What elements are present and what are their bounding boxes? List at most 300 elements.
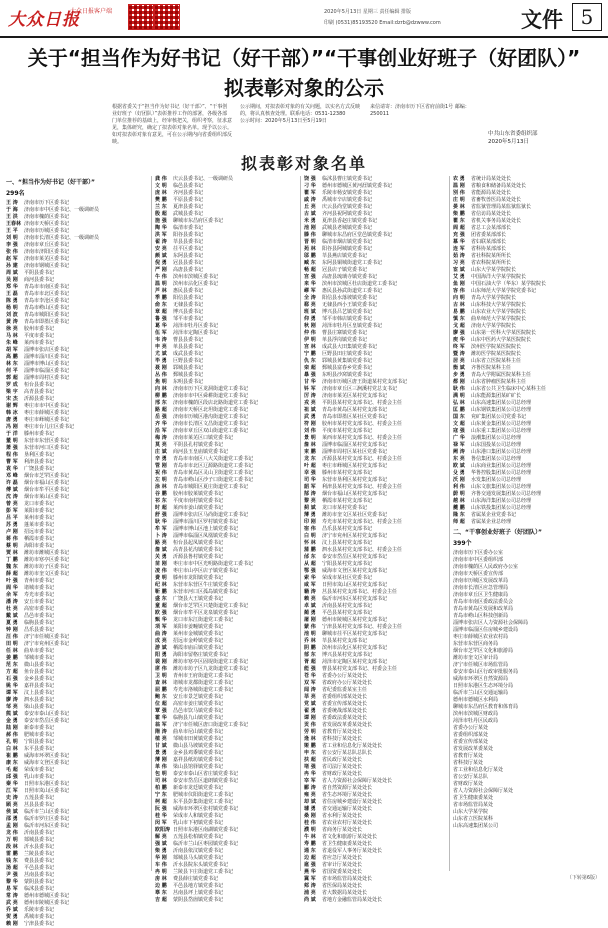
list-item <box>304 652 446 659</box>
list-item <box>6 718 148 725</box>
person-name: 符 刚 <box>304 421 316 427</box>
person-title: 枣庄市山亭区店子镇党委书记 <box>173 568 239 574</box>
person-name: 严 刚 <box>155 267 167 273</box>
person-title: 济宁市任城区唐口街道党工委书记 <box>173 722 249 728</box>
list-item <box>6 221 148 228</box>
person-name: 阳 勇 <box>155 652 167 658</box>
list-item <box>155 358 297 365</box>
list-item <box>304 190 446 197</box>
list-item <box>6 816 148 823</box>
person-title: 菏泽市定陶区某村党支部书记 <box>322 659 388 665</box>
person-name: 李 强 <box>6 242 18 248</box>
person-title: 潍坊医学院某医院院长 <box>471 351 522 357</box>
team-item: 济南市槐荫区人民政府办公室 <box>453 564 519 570</box>
headline-line-2: 拟表彰对象的公示 <box>224 76 384 100</box>
person-title: 东阿县铜城街道党工委书记 <box>322 260 383 266</box>
person-title: 聊城市东昌府区堂邑镇党委书记 <box>322 232 393 238</box>
list-item <box>6 641 148 648</box>
team-item: 威海市环翠区自然资源局 <box>453 676 509 682</box>
person-title: 安丘市景芝镇党委书记 <box>173 694 224 700</box>
person-title: 济南市章丘区三涧溪村党总支书记 <box>322 386 398 392</box>
list-item <box>453 484 602 491</box>
list-item <box>6 333 148 340</box>
list-item <box>155 253 297 260</box>
list-item <box>304 862 446 869</box>
person-name: 宦 斌 <box>453 267 465 273</box>
person-title: 济南市槐荫区段店北路街道党工委书记 <box>173 400 259 406</box>
list-item <box>304 323 446 330</box>
person-name: 籍 涛 <box>304 589 316 595</box>
person-name: 薄 刚 <box>155 757 167 763</box>
list-item <box>304 281 446 288</box>
person-name: 苑 林 <box>304 246 316 252</box>
person-title: 东营市河口区委书记 <box>24 445 70 451</box>
person-name: 欧阳涛 <box>155 827 171 833</box>
list-item <box>155 820 297 827</box>
person-name: 陆 刚 <box>6 725 18 731</box>
list-item <box>6 585 148 592</box>
person-title: 省能源局某处处长 <box>471 190 512 196</box>
person-name: 习 亮 <box>453 260 465 266</box>
person-name: 向 明 <box>453 295 465 301</box>
person-name: 王 平 <box>6 228 18 234</box>
person-title: 青岛市即墨区委书记 <box>24 319 70 325</box>
person-name: 卓 斌 <box>304 603 316 609</box>
list-item <box>6 445 148 452</box>
list-item <box>6 781 148 788</box>
person-name: 王 涛 <box>6 200 18 206</box>
list-item <box>155 246 297 253</box>
person-name: 雷 鹏 <box>6 851 18 857</box>
person-name: 叶 超 <box>304 463 316 469</box>
person-title: 济南市长清区委书记、一级调研员 <box>24 235 100 241</box>
list-item <box>155 330 297 337</box>
person-title: 青岛市黄岛区某村党支部书记 <box>322 407 388 413</box>
person-name: 郁 东 <box>304 652 316 658</box>
list-item <box>304 526 446 533</box>
list-item <box>453 253 602 260</box>
team-item: 滨州市滨城区财政局 <box>453 711 499 717</box>
list-item <box>6 340 148 347</box>
person-title: 冠县县委书记 <box>173 260 204 266</box>
person-name: 陈 勇 <box>6 298 18 304</box>
person-title: 东明县委书记 <box>173 379 204 385</box>
list-item <box>155 855 297 862</box>
person-name: 牛 林 <box>304 834 316 840</box>
list-item <box>155 190 297 197</box>
list-item <box>6 634 148 641</box>
person-title: 莱阳市委书记 <box>24 508 55 514</box>
person-name: 宿 伟 <box>304 526 316 532</box>
person-title: 滕州市某村党支部书记 <box>322 470 373 476</box>
list-item <box>453 176 602 183</box>
list-item <box>304 344 446 351</box>
person-name: 印 刚 <box>304 519 316 525</box>
team-item: 济宁市任城区市场监管局 <box>453 662 509 668</box>
person-name: 左 明 <box>155 477 167 483</box>
list-item <box>453 505 602 512</box>
list-item <box>453 386 602 393</box>
person-name: 暨 涛 <box>453 351 465 357</box>
team-item: 济南市章丘区卫生健康局 <box>453 592 509 598</box>
person-name: 张 伟 <box>6 249 18 255</box>
person-title: 栖霞市委书记 <box>24 536 55 542</box>
person-title: 浪潮集团某公司总经理 <box>471 435 522 441</box>
list-item <box>6 774 148 781</box>
person-name: 欧 斌 <box>453 463 465 469</box>
person-title: 邹平市委书记 <box>173 316 204 322</box>
person-title: 潍坊市寒亭区委书记 <box>24 557 70 563</box>
person-name: 杜 亮 <box>6 606 18 612</box>
person-name: 樊 鹏 <box>155 197 167 203</box>
list-item <box>155 225 297 232</box>
person-name: 章 超 <box>155 309 167 315</box>
person-title: 郓城县黄集镇党委书记 <box>322 358 373 364</box>
person-title: 省属某企业党委书记 <box>471 512 517 518</box>
person-title: 青岛大学附属医院某科主任 <box>471 372 532 378</box>
person-name: 连 军 <box>453 246 465 252</box>
team-item: 济南市市中区委组织部 <box>453 557 504 563</box>
person-name: 刁 华 <box>304 183 316 189</box>
person-name: 黎 华 <box>6 879 18 885</box>
person-name: 阴 鹏 <box>304 645 316 651</box>
list-item <box>155 218 297 225</box>
list-item <box>6 256 148 263</box>
list-item <box>304 519 446 526</box>
list-item <box>155 652 297 659</box>
person-name: 阎 华 <box>6 585 18 591</box>
list-item <box>6 739 148 746</box>
person-name: 华 刚 <box>155 855 167 861</box>
list-item <box>304 757 446 764</box>
list-item <box>6 375 148 382</box>
list-column <box>6 176 148 927</box>
person-name: 冯 刚 <box>6 424 18 430</box>
person-name: 沿 军 <box>155 428 167 434</box>
person-title: 桓台县委书记 <box>24 382 55 388</box>
person-name: 单 伟 <box>155 764 167 770</box>
list-item <box>155 841 297 848</box>
person-name: 郦 涛 <box>304 785 316 791</box>
list-item <box>453 190 602 197</box>
person-name: 易 军 <box>6 886 18 892</box>
person-name: 温 刚 <box>453 183 465 189</box>
list-item <box>6 242 148 249</box>
list-item <box>304 820 446 827</box>
team-item: 山东高速集团某公司 <box>453 823 499 829</box>
person-name: 俞 东 <box>155 302 167 308</box>
list-item <box>304 785 446 792</box>
person-name: 饶 强 <box>304 176 316 182</box>
person-name: 甘 华 <box>304 379 316 385</box>
list-item <box>155 687 297 694</box>
list-item <box>155 400 297 407</box>
person-title: 荣成市人和镇党委书记 <box>173 813 224 819</box>
person-name: 滕 伟 <box>304 232 316 238</box>
list-item <box>453 309 602 316</box>
list-item <box>6 907 148 914</box>
person-title: 省民政厅某处处长 <box>322 757 363 763</box>
person-name: 堵 强 <box>304 764 316 770</box>
person-name: 闵 军 <box>155 820 167 826</box>
list-item <box>453 470 602 477</box>
person-name: 赵 军 <box>6 256 18 262</box>
list-item <box>453 267 602 274</box>
person-title: 青岛市城阳区夏庄街道党工委书记 <box>173 484 249 490</box>
person-name: 江 军 <box>6 788 18 794</box>
person-name: 伊 明 <box>304 337 316 343</box>
person-title: 山东师范大学某学院党委书记 <box>471 288 537 294</box>
person-title: 烟台市芝罘区委书记 <box>24 473 70 479</box>
person-name: 萧 强 <box>6 445 18 451</box>
person-title: 济南大学某学院院长 <box>471 323 517 329</box>
person-title: 肥城市仪阳街道党工委书记 <box>173 792 234 798</box>
person-title: 省妇联某部部长 <box>471 239 507 245</box>
person-title: 荣成市委书记 <box>24 767 55 773</box>
person-name: 钟 刚 <box>6 627 18 633</box>
list-item <box>155 449 297 456</box>
person-title: 省自然资源厅某处处长 <box>322 785 373 791</box>
person-title: 汶上县某村党支部书记 <box>322 540 373 546</box>
person-title: 省科技厅某处处长 <box>322 736 363 742</box>
list-item <box>155 540 297 547</box>
person-title: 滨州市滨城区委书记 <box>173 274 219 280</box>
person-title: 泰安市岱岳区委书记 <box>24 718 70 724</box>
person-title: 省统计局某处处长 <box>471 176 512 182</box>
person-title: 青岛市即墨区某社区党委书记 <box>322 414 388 420</box>
person-name: 国 东 <box>453 414 465 420</box>
person-title: 省公安厅某总队总队长 <box>322 750 373 756</box>
person-title: 嘉祥县委书记 <box>24 683 55 689</box>
person-title: 临清市委书记 <box>173 225 204 231</box>
list-column <box>304 176 446 903</box>
person-name: 鱼 刚 <box>453 281 465 287</box>
person-name: 芦 林 <box>155 288 167 294</box>
person-name: 双 军 <box>304 680 316 686</box>
person-name: 苗 刚 <box>155 561 167 567</box>
list-item <box>155 589 297 596</box>
list-item <box>6 900 148 907</box>
signature-date: 2020年5月13日 <box>488 139 529 145</box>
person-name: 涂 林 <box>155 484 167 490</box>
team-item: 聊城市东昌府区教育和体育局 <box>453 704 519 710</box>
list-item <box>6 347 148 354</box>
person-title: 泰安市岱岳区某村党支部书记 <box>322 554 388 560</box>
list-item <box>155 736 297 743</box>
person-name: 薛 超 <box>6 571 18 577</box>
person-name: 别 伟 <box>453 190 465 196</box>
list-item <box>155 680 297 687</box>
qr-code-icon <box>128 4 154 30</box>
person-name: 柏 鹏 <box>155 785 167 791</box>
list-item <box>6 921 148 928</box>
person-name: 牟 军 <box>155 526 167 532</box>
person-title: 垦利区委书记 <box>24 452 55 458</box>
person-title: 泗水县某村党支部书记、村委会主任 <box>322 547 403 553</box>
person-name: 谷 鹏 <box>155 491 167 497</box>
person-title: 省财政厅某处处长 <box>322 771 363 777</box>
person-title: 潍坊市潍城区委书记 <box>24 550 70 556</box>
list-item <box>155 316 297 323</box>
person-name: 广 华 <box>453 435 465 441</box>
list-item <box>453 246 602 253</box>
person-name: 边 鹏 <box>155 883 167 889</box>
person-title: 青州市委书记 <box>24 578 55 584</box>
person-name: 彭 军 <box>6 508 18 514</box>
person-title: 博兴县委书记 <box>173 309 204 315</box>
person-title: 日照市东港区委书记 <box>24 781 70 787</box>
person-title: 邹城市委书记 <box>24 655 55 661</box>
person-name: 臧 东 <box>304 260 316 266</box>
person-title: 德州市德城区委书记 <box>24 893 70 899</box>
person-name: 濮 明 <box>304 827 316 833</box>
person-name: 孔 明 <box>6 739 18 745</box>
person-name: 慎 东 <box>453 316 465 322</box>
person-name: 蒲 鹏 <box>304 547 316 553</box>
person-name: 纪 林 <box>155 582 167 588</box>
person-title: 栖霞市庙后镇党委书记 <box>173 645 224 651</box>
person-title: 利津县某村党支部书记、村委会主任 <box>322 484 403 490</box>
person-title: 青岛市市南区八大关街道党工委书记 <box>173 456 254 462</box>
list-item <box>155 204 297 211</box>
person-title: 齐河县委书记 <box>173 190 204 196</box>
person-name: 赖 刚 <box>6 921 18 927</box>
list-item <box>304 533 446 540</box>
list-item <box>6 494 148 501</box>
person-name: 岳 强 <box>155 414 167 420</box>
person-title: 济南市长清区文昌街道党工委书记 <box>173 421 249 427</box>
list-item <box>453 519 602 526</box>
person-name: 戴 斌 <box>6 613 18 619</box>
person-title: 沂源县委书记 <box>24 396 55 402</box>
person-title: 滨州市滨城区杜店街道党工委书记 <box>322 281 398 287</box>
person-title: 金乡县委书记 <box>24 676 55 682</box>
person-name: 庾 华 <box>453 337 465 343</box>
person-name: 农 勇 <box>453 176 465 182</box>
person-name: 文 超 <box>453 421 465 427</box>
person-title: 山东省肿瘤医院某科主任 <box>471 379 527 385</box>
list-item <box>155 386 297 393</box>
person-title: 禹城市委书记 <box>24 914 55 920</box>
list-item <box>155 288 297 295</box>
person-name: 曹 军 <box>6 459 18 465</box>
list-item <box>453 204 602 211</box>
list-item <box>6 886 148 893</box>
person-title: 庆云县尚堂镇党委书记 <box>322 204 373 210</box>
list-item <box>304 386 446 393</box>
person-name: 步 勇 <box>453 372 465 378</box>
person-name: 游 斌 <box>155 645 167 651</box>
person-title: 淄博市博山区委书记 <box>24 361 70 367</box>
person-title: 济南市槐荫区委书记 <box>24 214 70 220</box>
person-name: 吕 平 <box>6 515 18 521</box>
person-name: 孟 刚 <box>6 823 18 829</box>
person-name: 都 刚 <box>453 379 465 385</box>
person-name: 吉 超 <box>155 897 167 903</box>
person-name: 陶 华 <box>155 225 167 231</box>
person-name: 寿 鹏 <box>304 841 316 847</box>
person-name: 韶 军 <box>304 484 316 490</box>
person-title: 阳信县委书记 <box>173 295 204 301</box>
person-name: 钭 军 <box>304 386 316 392</box>
section-name: 文件 <box>521 8 563 32</box>
person-title: 莱西市委书记 <box>24 340 55 346</box>
list-item <box>304 834 446 841</box>
person-name: 殳 勇 <box>453 470 465 476</box>
person-title: 中国石油大学（华东）某学院院长 <box>471 281 547 287</box>
list-item <box>6 277 148 284</box>
person-title: 聊城市东昌府区委书记 <box>173 218 224 224</box>
list-item <box>155 183 297 190</box>
person-name: 向 林 <box>155 386 167 392</box>
person-name: 宋 杰 <box>6 396 18 402</box>
person-title: 沂水县委书记 <box>24 844 55 850</box>
person-title: 青岛市黄岛区灵山卫街道党工委书记 <box>173 470 254 476</box>
person-name: 宁 鹏 <box>304 351 316 357</box>
list-item <box>155 792 297 799</box>
person-title: 省交通运输厅某处处长 <box>322 806 373 812</box>
list-item <box>304 890 446 897</box>
list-item <box>6 858 148 865</box>
person-title: 泰安市泰山区委书记 <box>24 711 70 717</box>
team-item: 东营市东营区商务局 <box>453 641 499 647</box>
list-item <box>6 732 148 739</box>
person-name: 夔 鹏 <box>453 505 465 511</box>
person-title: 山东海洋集团某公司总经理 <box>471 498 532 504</box>
person-name: 能 强 <box>304 666 316 672</box>
person-title: 枣庄市峄城区委书记 <box>24 417 70 423</box>
list-item <box>6 368 148 375</box>
list-item <box>453 323 602 330</box>
list-item <box>6 669 148 676</box>
person-name: 唐 勇 <box>6 417 18 423</box>
list-item <box>453 260 602 267</box>
person-name: 晏 林 <box>453 204 465 210</box>
person-title: 沂源县鲁村镇党委书记 <box>173 554 224 560</box>
person-name: 党 斌 <box>304 701 316 707</box>
list-item <box>453 428 602 435</box>
person-title: 莒县某村党支部书记、村委会主任 <box>322 589 398 595</box>
list-item <box>155 477 297 484</box>
list-item <box>6 599 148 606</box>
person-title: 菏泽市定陶区委书记 <box>173 330 219 336</box>
person-title: 济南市钢城区委书记 <box>24 263 70 269</box>
masthead-site: 大众日报客户端 <box>70 8 113 15</box>
person-title: 沂南县委书记 <box>24 830 55 836</box>
person-name: 黎 亮 <box>304 498 316 504</box>
person-title: 梁山县委书记 <box>24 704 55 710</box>
person-title: 省退役军人事务厅某处处长 <box>322 848 383 854</box>
person-title: 枣庄市峄城区某村党支部书记 <box>322 463 388 469</box>
person-name: 禄 军 <box>453 442 465 448</box>
person-name: 裴 刚 <box>155 659 167 665</box>
list-item <box>453 330 602 337</box>
person-name: 秦 华 <box>6 781 18 787</box>
list-item <box>304 659 446 666</box>
person-name: 米 勇 <box>304 218 316 224</box>
person-name: 罗 成 <box>6 382 18 388</box>
person-title: 蓬莱市委书记 <box>24 522 55 528</box>
team-item: 省工业和信息化厅某处 <box>453 767 504 773</box>
list-item <box>6 592 148 599</box>
list-item <box>453 421 602 428</box>
person-name: 祁 东 <box>155 498 167 504</box>
person-name: 柳 鹏 <box>155 393 167 399</box>
list-column <box>155 176 297 903</box>
person-title: 郓城县委书记 <box>173 365 204 371</box>
person-title: 邹城市田黄镇党委书记 <box>173 736 224 742</box>
list-item <box>6 480 148 487</box>
